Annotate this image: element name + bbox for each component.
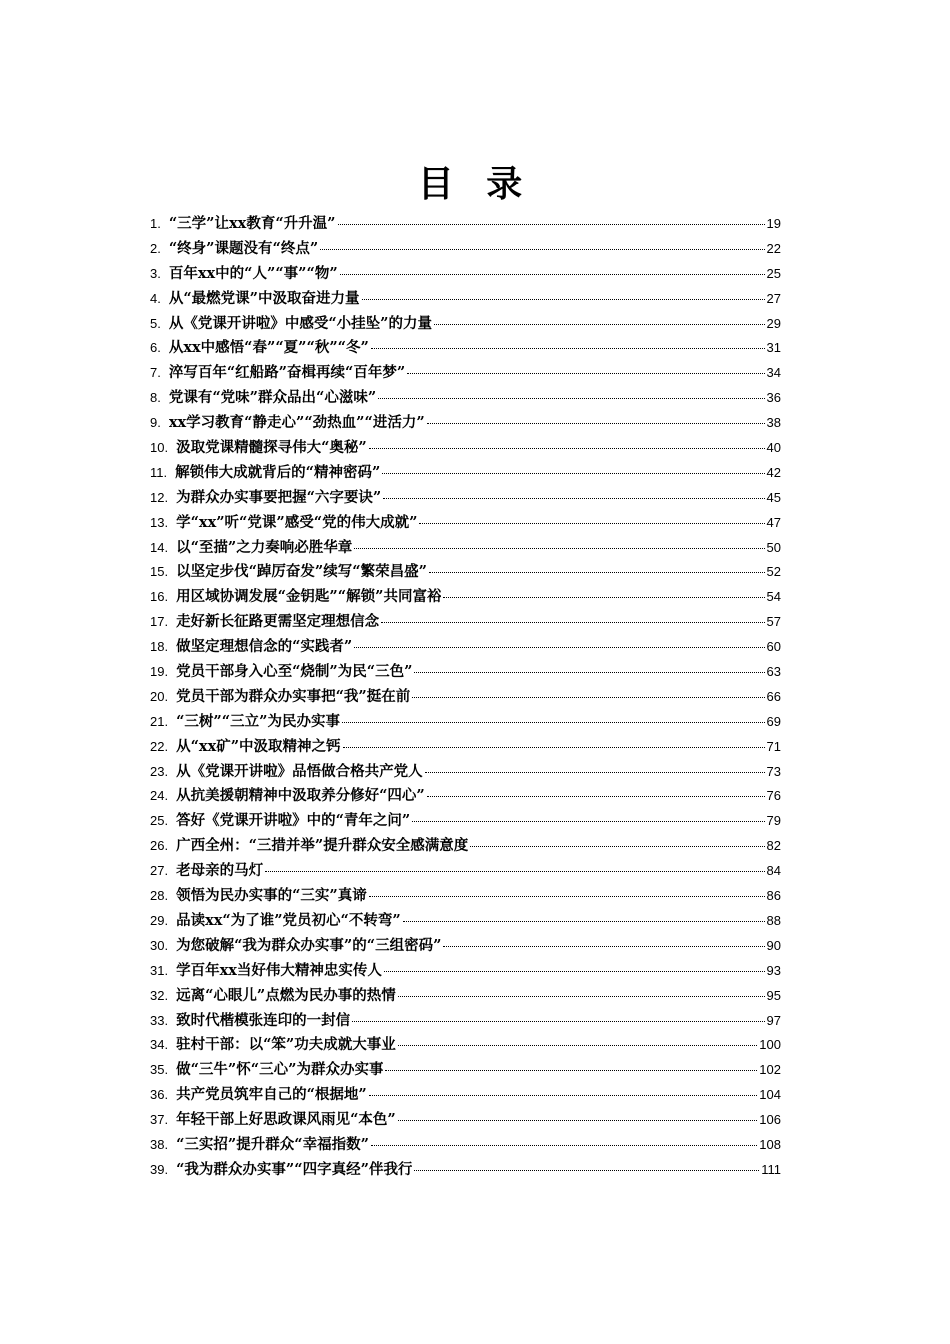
- entry-number: 16.: [150, 589, 169, 605]
- entry-number: 24.: [150, 788, 169, 804]
- dot-leader: [371, 1145, 757, 1146]
- toc-entry[interactable]: [150, 560, 781, 585]
- toc-entry[interactable]: [150, 1033, 781, 1058]
- entry-page-number: 90: [766, 937, 781, 953]
- entry-title[interactable]: 学百年xx当好伟大精神忠实传人: [176, 961, 382, 979]
- dot-leader: [338, 224, 765, 225]
- toc-entry[interactable]: [150, 1133, 781, 1158]
- dot-leader: [362, 299, 765, 300]
- toc-entry[interactable]: [150, 635, 781, 660]
- entry-title[interactable]: 用区域协调发展“金钥匙”“解锁”共同富裕: [176, 588, 442, 606]
- entry-page-number: 52: [766, 564, 781, 580]
- entry-number: 30.: [150, 937, 169, 953]
- entry-title[interactable]: 解锁伟大成就背后的“精神密码”: [175, 463, 381, 481]
- dot-leader: [381, 622, 764, 623]
- toc-entry[interactable]: [150, 809, 781, 834]
- entry-number: 36.: [150, 1087, 169, 1103]
- entry-number: 17.: [150, 614, 169, 630]
- dot-leader: [378, 398, 764, 399]
- entry-page-number: 100: [759, 1037, 781, 1053]
- toc-entry[interactable]: [150, 859, 781, 884]
- entry-number: 33.: [150, 1012, 169, 1028]
- toc-entry[interactable]: [150, 536, 781, 561]
- dot-leader: [343, 747, 765, 748]
- dot-leader: [352, 1021, 764, 1022]
- dot-leader: [427, 423, 765, 424]
- entry-title[interactable]: 驻村干部：以“笨”功夫成就大事业: [176, 1036, 396, 1054]
- entry-title[interactable]: 从抗美援朝精神中汲取养分修好“四心”: [176, 787, 425, 805]
- entry-page-number: 95: [766, 987, 781, 1003]
- toc-entry[interactable]: [150, 386, 781, 411]
- toc-entry[interactable]: [150, 1158, 781, 1183]
- entry-title[interactable]: 远离“心眼儿”点燃为民办事的热情: [176, 986, 396, 1004]
- dot-leader: [425, 772, 765, 773]
- entry-title[interactable]: 老母亲的马灯: [176, 862, 264, 880]
- entry-number: 6.: [150, 340, 161, 356]
- entry-title[interactable]: 致时代楷模张连印的一封信: [176, 1011, 351, 1029]
- entry-page-number: 93: [766, 962, 781, 978]
- toc-entry[interactable]: [150, 212, 781, 237]
- toc-entry[interactable]: [150, 959, 781, 984]
- toc-entry[interactable]: [150, 660, 781, 685]
- entry-number: 4.: [150, 290, 161, 306]
- dot-leader: [385, 1070, 757, 1071]
- entry-number: 29.: [150, 912, 169, 928]
- entry-number: 21.: [150, 713, 169, 729]
- entry-page-number: 73: [766, 763, 781, 779]
- dot-leader: [427, 796, 765, 797]
- entry-title[interactable]: 从《党课开讲啦》中感受“小挂坠”的力量: [168, 314, 433, 332]
- dot-leader: [354, 548, 764, 549]
- toc-entry[interactable]: [150, 361, 781, 386]
- entry-number: 31.: [150, 962, 169, 978]
- entry-title[interactable]: 走好新长征路更需坚定理想信念: [176, 613, 380, 631]
- entry-page-number: 50: [766, 539, 781, 555]
- dot-leader: [320, 249, 764, 250]
- entry-title[interactable]: 共产党员筑牢自己的“根据地”: [176, 1086, 367, 1104]
- toc-entry[interactable]: [150, 461, 781, 486]
- entry-number: 22.: [150, 738, 169, 754]
- entry-page-number: 111: [761, 1161, 781, 1177]
- entry-page-number: 76: [766, 788, 781, 804]
- toc-entry[interactable]: [150, 1083, 781, 1108]
- entry-number: 1.: [150, 216, 161, 231]
- entry-title[interactable]: 学“xx”听“党课”感受“党的伟大成就”: [176, 513, 418, 531]
- dot-leader: [470, 846, 764, 847]
- entry-title[interactable]: “三学”让xx教育“升升温”: [168, 215, 336, 232]
- toc-entry[interactable]: [150, 262, 781, 287]
- dot-leader: [265, 871, 764, 872]
- entry-page-number: 45: [766, 489, 781, 505]
- entry-page-number: 42: [766, 464, 781, 480]
- entry-page-number: 25: [766, 265, 781, 281]
- entry-title[interactable]: 领悟为民办实事的“三实”真谛: [176, 887, 367, 905]
- entry-page-number: 54: [766, 589, 781, 605]
- dot-leader: [383, 498, 764, 499]
- toc-entry[interactable]: [150, 884, 781, 909]
- entry-title[interactable]: 从xx中感悟“春”“夏”“秋”“冬”: [168, 339, 369, 357]
- entry-page-number: 102: [759, 1062, 781, 1078]
- entry-number: 35.: [150, 1062, 169, 1078]
- toc-entry[interactable]: [150, 735, 781, 760]
- entry-page-number: 27: [766, 290, 781, 306]
- dot-leader: [414, 1170, 759, 1171]
- toc-entry[interactable]: [150, 685, 781, 710]
- entry-title[interactable]: 从《党课开讲啦》品悟做合格共产党人: [176, 762, 423, 780]
- entry-page-number: 106: [759, 1112, 781, 1128]
- dot-leader: [414, 672, 764, 673]
- entry-page-number: 69: [766, 713, 781, 729]
- entry-number: 34.: [150, 1037, 169, 1053]
- entry-title[interactable]: 党课有“党味”群众品出“心滋味”: [168, 389, 377, 407]
- dot-leader: [340, 274, 765, 275]
- entry-page-number: 66: [766, 688, 781, 704]
- dot-leader: [342, 722, 765, 723]
- dot-leader: [382, 473, 764, 474]
- entry-number: 28.: [150, 888, 169, 904]
- entry-page-number: 47: [766, 514, 781, 530]
- entry-title[interactable]: 年轻干部上好思政课风雨见“本色”: [176, 1111, 396, 1129]
- toc-entry[interactable]: [150, 585, 781, 610]
- entry-number: 12.: [150, 489, 169, 505]
- entry-title[interactable]: 百年xx中的“人”“事”“物”: [168, 264, 338, 282]
- entry-number: 39.: [150, 1161, 169, 1177]
- dot-leader: [443, 946, 764, 947]
- entry-title[interactable]: 广西全州：“三措并举”提升群众安全感满意度: [176, 837, 469, 855]
- dot-leader: [429, 572, 765, 573]
- entry-number: 10.: [150, 440, 169, 456]
- entry-number: 38.: [150, 1136, 169, 1152]
- entry-page-number: 86: [766, 888, 781, 904]
- entry-page-number: 79: [766, 813, 781, 829]
- dot-leader: [369, 896, 765, 897]
- toc-entry[interactable]: [150, 909, 781, 934]
- entry-title[interactable]: 以“至描”之力奏响必胜华章: [176, 538, 353, 556]
- entry-number: 23.: [150, 763, 169, 779]
- toc-entry[interactable]: [150, 237, 781, 262]
- toc-entry[interactable]: [150, 436, 781, 461]
- toc-entry[interactable]: [150, 784, 781, 809]
- entry-title[interactable]: 做“三牛”怀“三心”为群众办实事: [176, 1061, 384, 1079]
- entry-number: 2.: [150, 240, 161, 256]
- entry-number: 8.: [150, 390, 161, 406]
- entry-page-number: 34: [766, 365, 781, 381]
- entry-page-number: 29: [766, 315, 781, 331]
- entry-title[interactable]: 做坚定理想信念的“实践者”: [176, 638, 353, 656]
- entry-title[interactable]: xx学习教育“静走心”“劲热血”“进活力”: [168, 414, 425, 432]
- dot-leader: [384, 971, 765, 972]
- entry-page-number: 60: [766, 639, 781, 655]
- entry-page-number: 31: [766, 340, 781, 356]
- entry-number: 14.: [150, 539, 169, 555]
- entry-page-number: 36: [766, 390, 781, 406]
- entry-number: 7.: [150, 365, 161, 381]
- entry-title[interactable]: “三实招”提升群众“幸福指数”: [176, 1135, 369, 1153]
- entry-page-number: 40: [766, 440, 781, 456]
- entry-number: 19.: [150, 664, 169, 680]
- toc-entry[interactable]: [150, 834, 781, 859]
- entry-title[interactable]: 从“xx矿”中汲取精神之钙: [176, 737, 341, 755]
- toc-entry[interactable]: [150, 760, 781, 785]
- toc-entry[interactable]: [150, 486, 781, 511]
- entry-title[interactable]: 为群众办实事要把握“六字要诀”: [176, 488, 382, 506]
- entry-number: 3.: [150, 265, 161, 281]
- dot-leader: [354, 647, 764, 648]
- dot-leader: [371, 348, 765, 349]
- entry-title[interactable]: 淬写百年“红船路”奋楫再续“百年梦”: [168, 364, 406, 382]
- dot-leader: [398, 1120, 758, 1121]
- toc-entry[interactable]: [150, 287, 781, 312]
- toc-entry[interactable]: [150, 336, 781, 361]
- entry-title[interactable]: 党员干部身入心至“烧制”为民“三色”: [176, 663, 413, 681]
- entry-page-number: 82: [766, 838, 781, 854]
- dot-leader: [369, 1095, 758, 1096]
- entry-title[interactable]: “我为群众办实事”“四字真经”伴我行: [176, 1160, 413, 1178]
- toc-entry[interactable]: [150, 1058, 781, 1083]
- entry-page-number: 88: [766, 912, 781, 928]
- page-title: 目 录: [417, 163, 533, 205]
- entry-number: 27.: [150, 863, 169, 879]
- toc-entry[interactable]: [150, 984, 781, 1009]
- table-of-contents: [150, 212, 781, 1183]
- toc-entry[interactable]: [150, 312, 781, 337]
- toc-entry[interactable]: [150, 1009, 781, 1034]
- entry-page-number: 57: [766, 614, 781, 630]
- toc-entry[interactable]: [150, 1108, 781, 1133]
- entry-number: 18.: [150, 639, 169, 655]
- entry-page-number: 38: [766, 415, 781, 431]
- entry-number: 9.: [150, 415, 161, 431]
- entry-page-number: 19: [766, 216, 781, 231]
- entry-title[interactable]: “三树”“三立”为民办实事: [176, 712, 340, 730]
- dot-leader: [443, 597, 764, 598]
- entry-title[interactable]: 品读xx“为了谁”党员初心“不转弯”: [176, 911, 401, 929]
- dot-leader: [398, 1045, 758, 1046]
- entry-number: 13.: [150, 514, 169, 530]
- dot-leader: [369, 448, 765, 449]
- dot-leader: [419, 523, 764, 524]
- entry-number: 25.: [150, 813, 169, 829]
- entry-page-number: 22: [766, 240, 781, 256]
- entry-page-number: 63: [766, 664, 781, 680]
- entry-title[interactable]: 答好《党课开讲啦》中的“青年之问”: [176, 812, 411, 830]
- toc-entry[interactable]: [150, 934, 781, 959]
- entry-page-number: 104: [759, 1087, 781, 1103]
- dot-leader: [398, 996, 765, 997]
- entry-title[interactable]: 党员干部为群众办实事把“我”挺在前: [176, 687, 411, 705]
- entry-title[interactable]: 汲取党课精髓探寻伟大“奥秘”: [176, 439, 367, 457]
- entry-number: 32.: [150, 987, 169, 1003]
- entry-title[interactable]: “终身”课题没有“终点”: [168, 239, 319, 257]
- entry-page-number: 71: [766, 738, 781, 754]
- entry-number: 20.: [150, 688, 169, 704]
- entry-title[interactable]: 从“最燃党课”中汲取奋进力量: [168, 289, 360, 307]
- entry-title[interactable]: 为您破解“我为群众办实事”的“三组密码”: [176, 936, 442, 954]
- entry-number: 11.: [150, 464, 168, 480]
- entry-page-number: 84: [766, 863, 781, 879]
- entry-title[interactable]: 以坚定步伐“踔厉奋发”续写“繁荣昌盛”: [176, 563, 427, 581]
- entry-number: 26.: [150, 838, 169, 854]
- toc-entry[interactable]: [150, 511, 781, 536]
- dot-leader: [412, 697, 764, 698]
- toc-entry[interactable]: [150, 411, 781, 436]
- entry-number: 5.: [150, 315, 161, 331]
- entry-number: 15.: [150, 564, 169, 580]
- entry-page-number: 97: [766, 1012, 781, 1028]
- entry-page-number: 108: [759, 1136, 781, 1152]
- dot-leader: [407, 373, 764, 374]
- entry-number: 37.: [150, 1112, 169, 1128]
- dot-leader: [403, 921, 765, 922]
- dot-leader: [412, 821, 764, 822]
- toc-entry[interactable]: [150, 710, 781, 735]
- dot-leader: [434, 324, 765, 325]
- toc-entry[interactable]: [150, 610, 781, 635]
